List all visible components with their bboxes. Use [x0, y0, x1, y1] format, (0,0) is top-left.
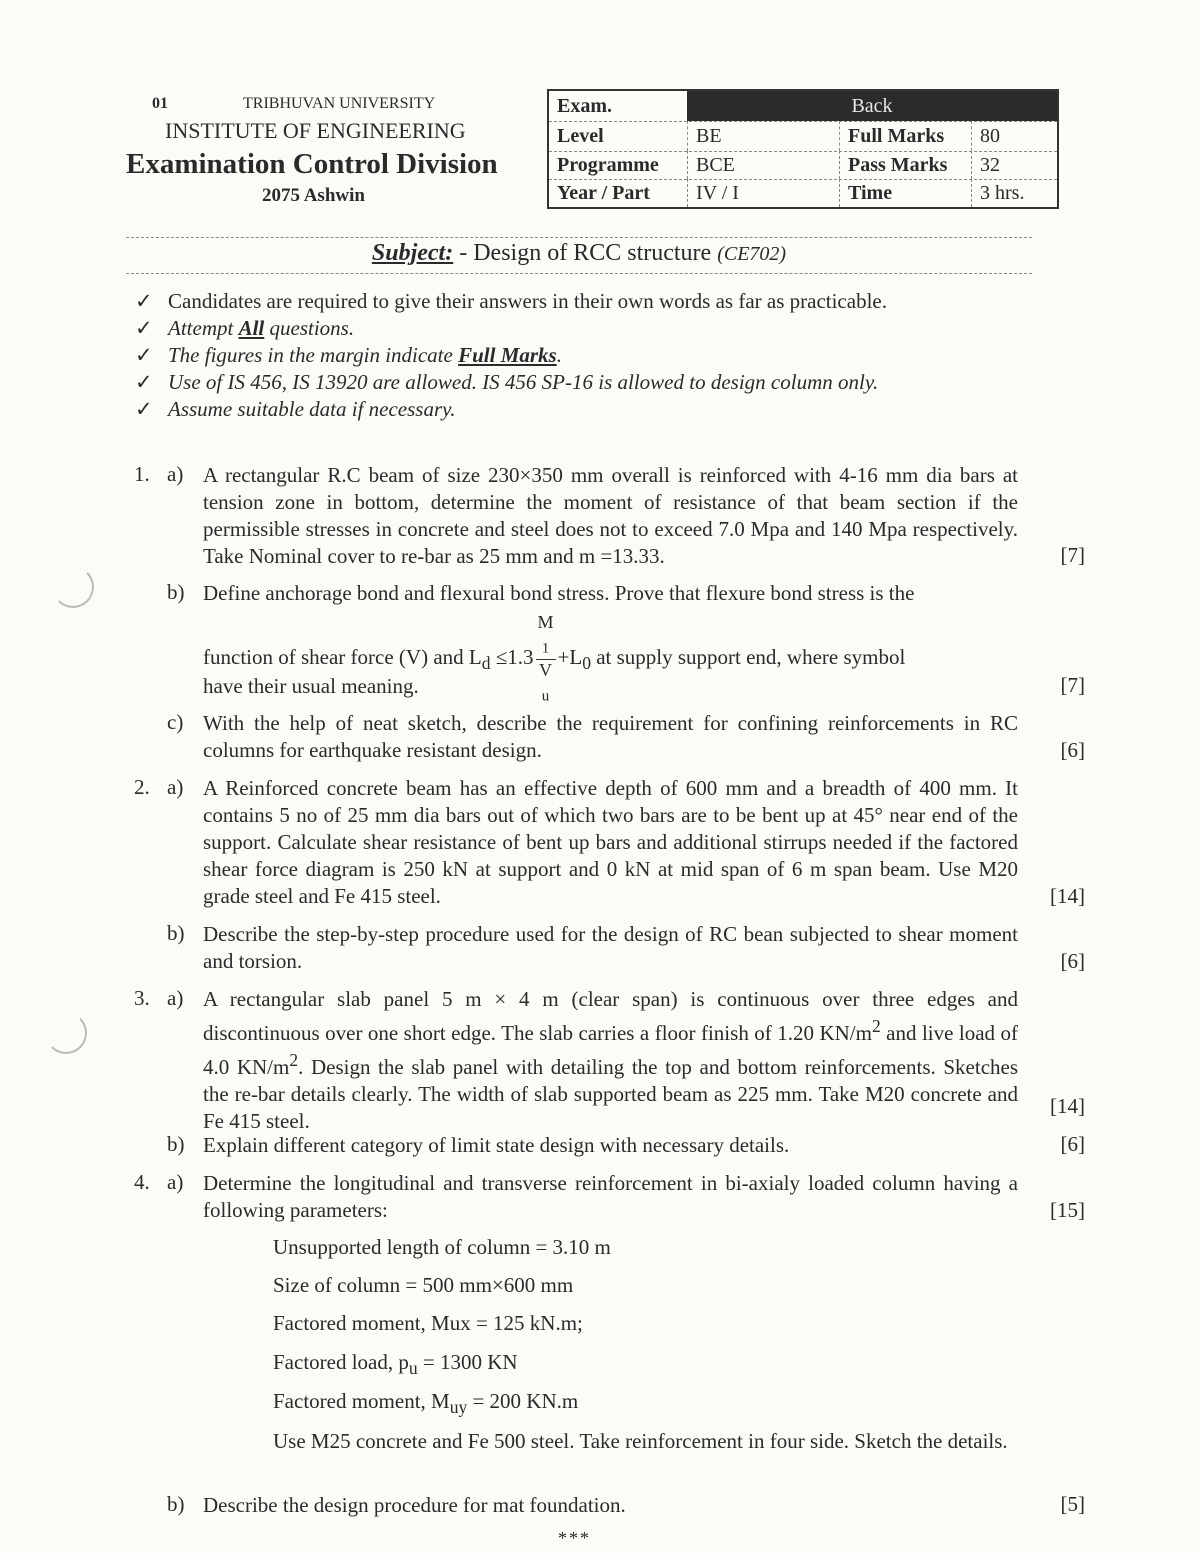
- pass-marks-value: 32: [971, 151, 1000, 179]
- question-3b-text: Explain different category of limit state design with necessary details.: [203, 1133, 790, 1157]
- formula-fraction: M $_1$ V $_u$: [537, 612, 554, 705]
- question-number-3: 3.: [134, 986, 150, 1010]
- marks-4b: [5]: [1060, 1492, 1085, 1516]
- sub-label-3a: a): [167, 986, 184, 1010]
- paper-code: 01: [152, 95, 168, 112]
- instructions-list: [135, 288, 887, 423]
- question-1b-formula-line: function of shear force (V) and $L_d \le 1.3$ M $_1$ V $_u$ $+L_0$ at supply support end, where symbol: [203, 612, 906, 705]
- exam-label: Exam.: [557, 95, 612, 117]
- parameter-line: Factored moment, $M_{uy} = 200$ KN.m: [273, 1389, 579, 1418]
- level-value: BE: [687, 121, 722, 151]
- divider-bottom: [126, 273, 1032, 274]
- subject-title: Design of RCC structure: [473, 240, 718, 266]
- punch-hole-mark: [45, 1012, 87, 1054]
- question-number-4: 4.: [134, 1170, 150, 1194]
- parameter-note: Use M25 concrete and Fe 500 steel. Take reinforcement in four side. Sketch the details.: [273, 1429, 1008, 1453]
- question-number-2: 2.: [134, 775, 150, 799]
- check-icon: ✓: [135, 370, 153, 394]
- programme-value: BCE: [687, 151, 735, 179]
- parameter-line: Size of column = 500 mm×600 mm: [273, 1273, 574, 1297]
- question-4a-text: Determine the longitudinal and transverse reinforcement in bi-axialy loaded column having a following parameters:: [203, 1171, 1018, 1222]
- sub-label-1c: c): [167, 710, 184, 734]
- marks-3b: [6]: [1060, 1132, 1085, 1156]
- time-value: 3 hrs.: [971, 179, 1024, 207]
- check-icon: ✓: [135, 289, 153, 313]
- question-3a-text: A rectangular slab panel 5 m × 4 m (clear span) is continuous over three edges and discontinuous over one short edge. The slab carries a floor finish of 1.20 $KN/m^2$ and live load of 4.0 $KN/m^2$. Design the slab panel with detailing the top and bottom reinforcements. Sketches the re-bar details clearly. The width of slab supported beam as 225 mm. Take M20 concrete and Fe 415 steel.: [203, 987, 1019, 1133]
- instruction-item: ✓ Attempt All questions.: [135, 316, 355, 340]
- marks-3a: [14]: [1050, 1094, 1085, 1118]
- question-1b-line3: have their usual meaning.: [203, 674, 419, 698]
- full-marks-label: Full Marks: [839, 121, 944, 151]
- question-number-1: 1.: [134, 462, 150, 486]
- punch-hole-mark: [52, 566, 94, 608]
- subject-code: (CE702): [717, 243, 787, 265]
- programme-row: [549, 151, 1057, 180]
- check-icon: ✓: [135, 343, 153, 367]
- instruction-item: ✓ Assume suitable data if necessary.: [135, 397, 456, 421]
- subject-dash: -: [453, 240, 474, 266]
- question-2b-text: Describe the step-by-step procedure used for the design of RC bean subjected to shear moment and torsion.: [203, 922, 1018, 973]
- marks-2a: [14]: [1050, 884, 1085, 908]
- exam-row: [549, 91, 1057, 122]
- sub-label-1a: a): [167, 462, 184, 486]
- marks-1b: [7]: [1060, 673, 1085, 697]
- marks-1c: [6]: [1060, 738, 1085, 762]
- pass-marks-label: Pass Marks: [839, 151, 947, 179]
- parameter-line: Factored moment, Mux = 125 kN.m;: [273, 1311, 583, 1335]
- university-name: TRIBHUVAN UNIVERSITY: [243, 95, 436, 112]
- level-row: [549, 121, 1057, 152]
- subject-line: [126, 240, 1032, 267]
- sub-label-2b: b): [167, 921, 185, 945]
- parameter-line: Unsupported length of column = 3.10 m: [273, 1235, 611, 1259]
- parameter-line: Factored load, $p_u = 1300$ KN: [273, 1350, 518, 1379]
- year-part-label: Year / Part: [557, 182, 650, 204]
- question-1c-text: With the help of neat sketch, describe the requirement for confining reinforcements in RC columns for earthquake resistant design.: [203, 711, 1018, 762]
- check-icon: ✓: [135, 316, 153, 340]
- question-1a-text: A rectangular R.C beam of size 230×350 mm overall is reinforced with 4-16 mm dia bars at tension zone in bottom, determine the moment of resistance of that beam section if the permissible stresses in concrete and steel does not to exceed 7.0 Mpa and 140 Mpa respectively. Take Nominal cover to re-bar as 25 mm and m =13.33.: [203, 463, 1018, 568]
- exam-info-table: [547, 89, 1059, 209]
- sub-label-4a: a): [167, 1170, 184, 1194]
- exam-year: 2075 Ashwin: [262, 185, 365, 206]
- exam-type-value: Back: [687, 91, 1057, 121]
- subject-label: Subject:: [371, 240, 454, 266]
- instruction-item: ✓ Use of IS 456, IS 13920 are allowed. IS 456 SP-16 is allowed to design column only.: [135, 370, 879, 394]
- sub-label-2a: a): [167, 775, 184, 799]
- marks-2b: [6]: [1060, 949, 1085, 973]
- instruction-item: ✓ Candidates are required to give their answers in their own words as far as practicable.: [135, 289, 887, 313]
- sub-label-4b: b): [167, 1492, 185, 1516]
- question-4b-text: Describe the design procedure for mat foundation.: [203, 1493, 626, 1517]
- division-name: Examination Control Division: [126, 148, 498, 180]
- sub-label-1b: b): [167, 580, 185, 604]
- full-marks-value: 80: [971, 121, 1000, 151]
- question-1b-line1: Define anchorage bond and flexural bond stress. Prove that flexure bond stress is the: [203, 581, 915, 605]
- question-2a-text: A Reinforced concrete beam has an effective depth of 600 mm and a breadth of 400 mm. It contains 5 no of 25 mm dia bars out of which two bars are to be bent up at 45° near end of the support. Calculate shear resistance of bent up bars and additional stirrups needed if the factored shear force diagram is 250 kN at support and 0 kN at mid span of 6 m span beam. Use M20 grade steel and Fe 415 steel.: [203, 776, 1018, 908]
- end-marker: ***: [558, 1528, 591, 1548]
- marks-1a: [7]: [1060, 543, 1085, 567]
- year-part-row: [549, 179, 1057, 207]
- institute-name: INSTITUTE OF ENGINEERING: [165, 118, 466, 143]
- check-icon: ✓: [135, 397, 153, 421]
- time-label: Time: [839, 179, 892, 207]
- divider-top: [126, 237, 1032, 238]
- programme-label: Programme: [557, 154, 659, 176]
- sub-label-3b: b): [167, 1132, 185, 1156]
- marks-4a: [15]: [1050, 1198, 1085, 1222]
- instruction-item: ✓ The figures in the margin indicate Full Marks.: [135, 343, 562, 367]
- level-label: Level: [557, 125, 604, 147]
- year-part-value: IV / I: [687, 179, 739, 207]
